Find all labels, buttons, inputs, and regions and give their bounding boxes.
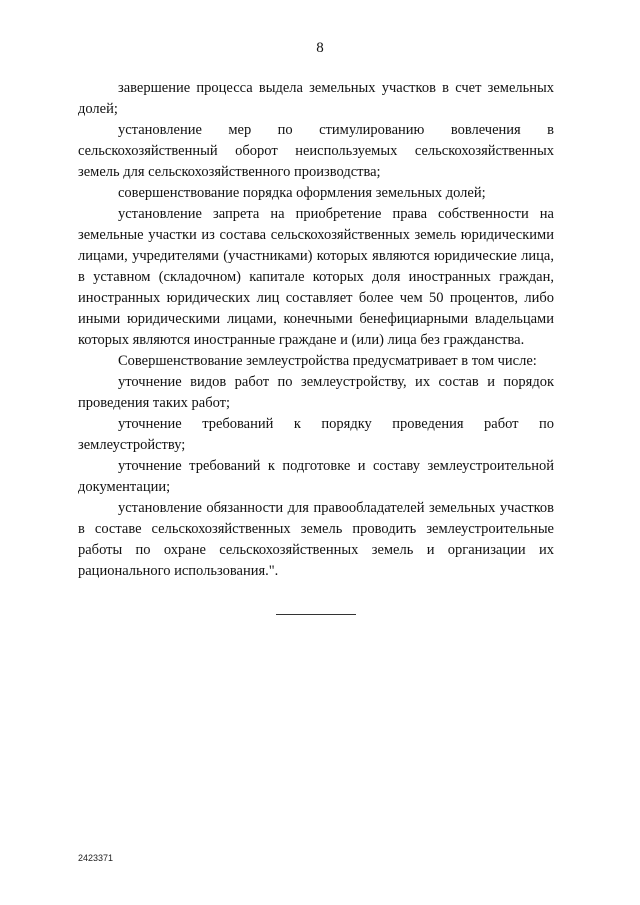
paragraph: Совершенствование землеустройства предусматривает в том числе: [118, 353, 537, 369]
paragraph: установление мер по стимулированию вовлечения в сельскохозяйственный оборот неиспользуемых сельскохозяйственных земель для сельскохозяйственного производства; [78, 122, 554, 180]
paragraph: установление обязанности для правообладателей земельных участков в составе сельскохозяйственных земель проводить землеустроительные работы по охране сельскохозяйственных земель и организации их рационального использования.". [78, 500, 554, 579]
document-body [78, 78, 554, 582]
paragraph: установление запрета на приобретение права собственности на земельные участки из состава сельскохозяйственных земель юридическими лицами, учредителями (участниками) которых являются юридические лица, в уставном (складочном) капитале которых доля иностранных граждан, иностранных юридических лиц составляет более чем 50 процентов, либо иными юридическими лицами, конечными бенефициарными владельцами которых являются иностранные граждане и (или) лица без гражданства. [78, 206, 554, 348]
paragraph: уточнение требований к порядку проведения работ по землеустройству; [78, 416, 554, 453]
paragraph: уточнение видов работ по землеустройству, их состав и порядок проведения таких работ; [78, 374, 554, 411]
page-number: 8 [316, 40, 324, 56]
paragraph: завершение процесса выдела земельных участков в счет земельных долей; [78, 80, 554, 117]
section-divider [276, 614, 356, 615]
paragraph: совершенствование порядка оформления земельных долей; [118, 185, 486, 201]
paragraph: уточнение требований к подготовке и составу землеустроительной документации; [78, 458, 554, 495]
document-code: 2423371 [78, 853, 114, 863]
